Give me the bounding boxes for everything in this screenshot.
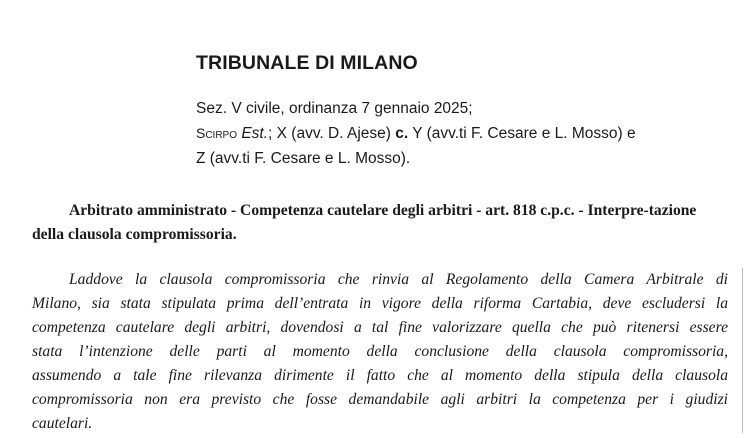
court-parties-line-2: Z (avv.ti F. Cesare e L. Mosso).: [196, 150, 411, 167]
court-parties-line: [196, 121, 736, 146]
massima-line: compromissoria non era previsto che fosse demandabile agli arbitri la competenza per i giudizi: [32, 391, 728, 408]
massima-title: Arbitrato amministrato - Competenza cautelare degli arbitri - art. 818 c.p.c. - Interpre-tazione della clausola compromissoria.: [32, 202, 697, 243]
massima-line: Milano, sia stata stipulata prima dell’entrata in vigore della riforma Cartabia, deve escludersi la: [32, 295, 728, 312]
parties-a: ; X (avv. D. Ajese): [268, 125, 396, 142]
judge-name: Scirpo: [196, 125, 238, 141]
massima-line: stata l’intenzione delle parti al momento della conclusione della clausola compromissoria,: [32, 343, 728, 360]
estensore-label: Est.: [241, 125, 269, 142]
massima-line: cautelari.: [32, 415, 93, 432]
massima-line: competenza cautelare degli arbitri, dovendosi a tal fine valorizzare quella che può ritenersi essere: [32, 319, 728, 336]
massima-line: Laddove la clausola compromissoria che rinvia al Regolamento della Camera Arbitrale di: [69, 271, 728, 288]
court-info: [196, 96, 736, 171]
contro-label: c.: [395, 125, 409, 142]
parties-b: Y (avv.ti F. Cesare e L. Mosso) e: [408, 125, 636, 142]
massima-body: [32, 268, 728, 436]
court-title: TRIBUNALE DI MILANO: [196, 52, 418, 74]
margin-rule: [742, 268, 743, 433]
massima-line: assumendo a tale fine rilevanza dirimente il fatto che al momento della stipula della clausola: [32, 367, 728, 384]
court-section-line: Sez. V civile, ordinanza 7 gennaio 2025;: [196, 100, 473, 117]
